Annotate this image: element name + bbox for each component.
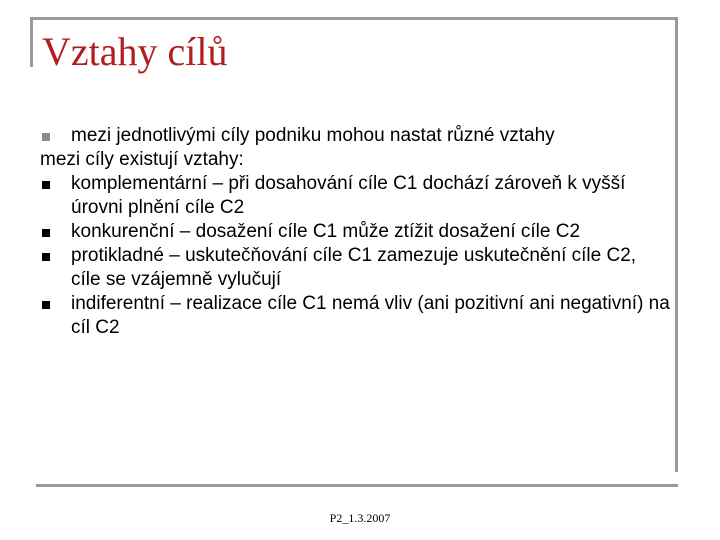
intro-bullet-text: mezi jednotlivými cíly podniku mohou nastat různé vztahy: [71, 125, 555, 146]
intro-bullet-item: [40, 124, 670, 148]
footer-text: P2_1.3.2007: [329, 511, 391, 525]
left-border-line: [30, 17, 33, 67]
bottom-border-line: [36, 484, 678, 487]
slide-title: Vztahy cílů: [42, 29, 228, 74]
list-item-text: konkurenční – dosažení cíle C1 může ztížit dosažení cíle C2: [71, 221, 581, 242]
intro-text: mezi cíly existují vztahy:: [40, 149, 244, 170]
square-bullet-icon: [42, 253, 50, 261]
slide-body: [40, 124, 670, 340]
square-bullet-icon: [42, 301, 50, 309]
top-border-line: [30, 17, 678, 20]
footer: [0, 511, 720, 526]
list-item: [40, 172, 670, 220]
list-item-text: komplementární – při dosahování cíle C1 dochází zároveň k vyšší úrovni plnění cíle C2: [71, 173, 626, 218]
square-bullet-icon: [42, 229, 50, 237]
square-bullet-icon: [42, 181, 50, 189]
list-item-text: indiferentní – realizace cíle C1 nemá vliv (ani pozitivní ani negativní) na cíl C2: [71, 293, 670, 338]
intro-text-item: [40, 148, 670, 172]
right-border-line: [675, 17, 678, 472]
list-item-text: protikladné – uskutečňování cíle C1 zamezuje uskutečnění cíle C2, cíle se vzájemně vylučují: [71, 245, 637, 290]
square-bullet-icon: [42, 133, 50, 141]
list-item: [40, 244, 670, 292]
list-item: [40, 292, 670, 340]
list-item: [40, 220, 670, 244]
